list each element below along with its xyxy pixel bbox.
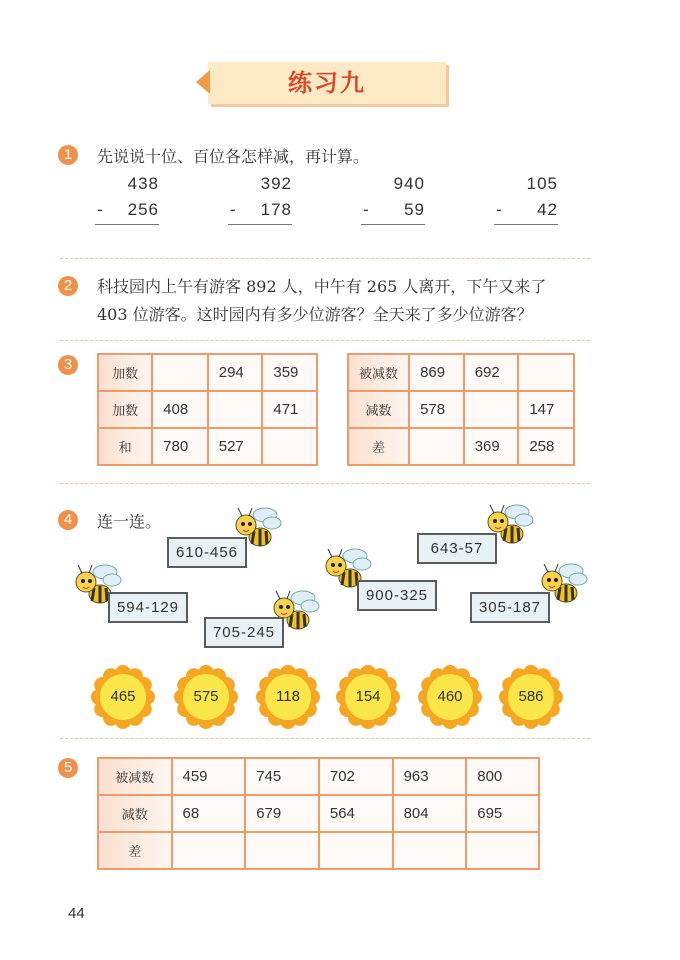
expression-card[interactable]: 594-129 [108, 592, 188, 623]
table-cell: 258 [518, 428, 574, 465]
addition-table [97, 353, 318, 466]
minuend: 438 [127, 174, 159, 193]
answer-line [95, 224, 159, 225]
minus-sign: - [496, 200, 503, 219]
table-cell[interactable] [409, 428, 464, 465]
table-row [348, 354, 574, 391]
table-cell: 692 [464, 354, 519, 391]
row-header: 加数 [98, 391, 152, 428]
table-cell[interactable] [393, 832, 467, 869]
expression-card[interactable]: 643-57 [417, 533, 497, 564]
question-2-line-1: 科技园内上午有游客 892 人，中午有 265 人离开，下午又来了 [97, 277, 547, 296]
table-cell: 471 [262, 391, 317, 428]
flower-value: 575 [193, 688, 219, 705]
subtrahend: 59 [404, 200, 425, 219]
table-cell: 695 [466, 795, 539, 832]
table-cell[interactable] [262, 428, 317, 465]
table-row [98, 795, 539, 832]
table-cell[interactable] [466, 832, 539, 869]
subtrahend: 42 [537, 200, 558, 219]
table-cell[interactable] [245, 832, 319, 869]
question-number-5: 5 [58, 758, 78, 778]
flower-answer[interactable] [499, 665, 563, 729]
vertical-subtraction [494, 174, 558, 226]
table-cell[interactable] [464, 391, 519, 428]
table-cell: 804 [393, 795, 467, 832]
table-cell: 527 [208, 428, 263, 465]
row-header: 减数 [98, 795, 172, 832]
table-cell: 800 [466, 758, 539, 795]
table-row [98, 391, 317, 428]
table-cell: 780 [152, 428, 208, 465]
divider [60, 483, 590, 484]
flower-answer[interactable] [336, 665, 400, 729]
table-row [98, 758, 539, 795]
answer-line [361, 224, 425, 225]
expression-card[interactable]: 305-187 [470, 592, 550, 623]
flower-value: 118 [276, 688, 300, 705]
expression-card[interactable]: 610-456 [167, 537, 247, 568]
divider [60, 340, 590, 341]
row-header: 差 [348, 428, 409, 465]
table-cell: 679 [245, 795, 319, 832]
table-cell: 963 [393, 758, 467, 795]
minus-sign: - [363, 200, 370, 219]
table-cell: 408 [152, 391, 208, 428]
table-cell[interactable] [518, 354, 574, 391]
divider [60, 258, 590, 259]
page-title: 练习九 [288, 68, 366, 97]
question-number-4: 4 [58, 510, 78, 530]
flower-value: 460 [437, 688, 463, 705]
flower-answer[interactable] [418, 665, 482, 729]
table-cell[interactable] [208, 391, 263, 428]
subtraction-table [347, 353, 575, 466]
vertical-subtraction [361, 174, 425, 226]
table-cell: 869 [409, 354, 464, 391]
flower-value: 586 [518, 688, 544, 705]
row-header: 加数 [98, 354, 152, 391]
subtraction-table-5 [97, 757, 540, 870]
table-row [348, 428, 574, 465]
minuend: 105 [526, 174, 558, 193]
table-row [98, 354, 317, 391]
table-cell: 359 [262, 354, 317, 391]
minus-sign: - [97, 200, 104, 219]
table-row [348, 391, 574, 428]
subtrahend: 256 [127, 200, 159, 219]
table-cell: 459 [172, 758, 246, 795]
table-cell: 745 [245, 758, 319, 795]
row-header: 和 [98, 428, 152, 465]
row-header: 被减数 [98, 758, 172, 795]
question-number-1: 1 [58, 145, 78, 165]
flower-answer[interactable] [174, 665, 238, 729]
minuend: 940 [393, 174, 425, 193]
question-4-text: 连一连。 [97, 512, 162, 531]
question-number-2: 2 [58, 276, 78, 296]
table-cell: 369 [464, 428, 519, 465]
table-cell[interactable] [172, 832, 246, 869]
row-header: 减数 [348, 391, 409, 428]
row-header: 差 [98, 832, 172, 869]
table-cell: 702 [319, 758, 393, 795]
row-header: 被减数 [348, 354, 409, 391]
table-cell[interactable] [319, 832, 393, 869]
table-row [98, 428, 317, 465]
page-number: 44 [68, 905, 85, 922]
expression-card[interactable]: 705-245 [204, 617, 284, 648]
flower-value: 465 [110, 688, 136, 705]
question-1-text: 先说说十位、百位各怎样减，再计算。 [97, 147, 370, 166]
table-row [98, 832, 539, 869]
flower-answer[interactable] [256, 665, 320, 729]
table-cell: 564 [319, 795, 393, 832]
expression-card[interactable]: 900-325 [357, 580, 437, 611]
subtrahend: 178 [260, 200, 292, 219]
table-cell: 294 [208, 354, 263, 391]
table-cell[interactable] [152, 354, 208, 391]
question-number-3: 3 [58, 355, 78, 375]
vertical-subtraction [228, 174, 292, 226]
flower-value: 154 [355, 688, 381, 705]
flower-answer[interactable] [91, 665, 155, 729]
minuend: 392 [260, 174, 292, 193]
vertical-subtraction [95, 174, 159, 226]
table-cell: 68 [172, 795, 246, 832]
table-cell: 578 [409, 391, 464, 428]
question-2-line-2: 403 位游客。这时园内有多少位游客？全天来了多少位游客？ [97, 305, 533, 324]
minus-sign: - [230, 200, 237, 219]
divider [60, 738, 590, 739]
table-cell: 147 [518, 391, 574, 428]
answer-line [228, 224, 292, 225]
answer-line [494, 224, 558, 225]
